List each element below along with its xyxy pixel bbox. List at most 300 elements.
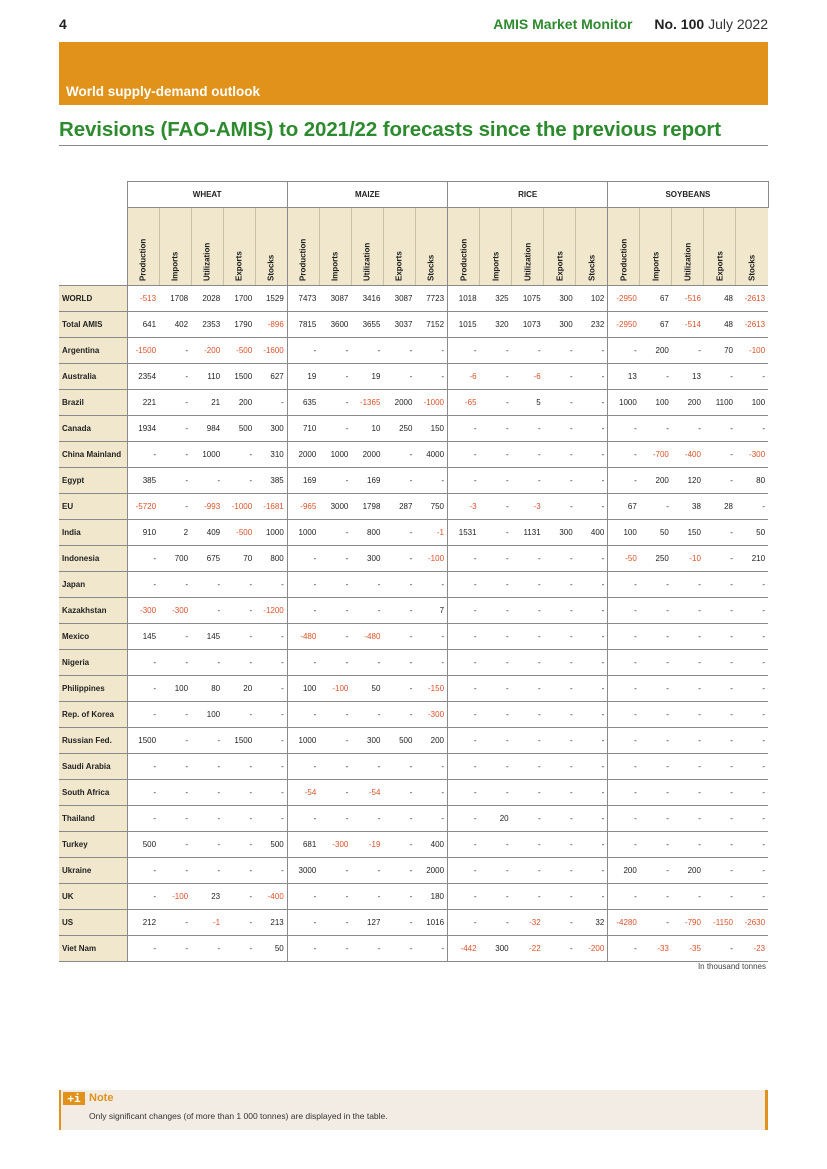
table-cell: 19 (287, 364, 319, 390)
table-cell: -993 (191, 494, 223, 520)
table-cell: - (704, 858, 736, 884)
table-cell: 232 (576, 312, 608, 338)
table-cell: -1 (415, 520, 447, 546)
table-cell: - (544, 728, 576, 754)
table-cell: -65 (448, 390, 480, 416)
row-label: Thailand (59, 806, 127, 832)
table-cell: 23 (191, 884, 223, 910)
table-cell: - (608, 572, 640, 598)
table-cell: - (351, 338, 383, 364)
table-cell: 400 (576, 520, 608, 546)
table-cell: 1700 (223, 286, 255, 312)
table-cell: - (544, 806, 576, 832)
table-cell: 1500 (223, 728, 255, 754)
table-cell: - (223, 858, 255, 884)
table-cell: - (576, 806, 608, 832)
table-cell: -2950 (608, 286, 640, 312)
table-cell: -54 (287, 780, 319, 806)
column-header-label: Production (138, 238, 148, 281)
table-cell: - (448, 650, 480, 676)
table-cell: - (672, 806, 704, 832)
table-cell: 1500 (127, 728, 159, 754)
group-header-rice: RICE (448, 182, 608, 208)
table-cell: - (544, 416, 576, 442)
table-cell: - (383, 832, 415, 858)
table-cell: - (255, 572, 287, 598)
table-cell: -33 (640, 936, 672, 962)
table-cell: 984 (191, 416, 223, 442)
row-label: Saudi Arabia (59, 754, 127, 780)
table-cell: - (736, 754, 768, 780)
table-cell: - (576, 442, 608, 468)
table-cell: 1000 (255, 520, 287, 546)
table-cell: - (223, 910, 255, 936)
table-cell: - (448, 832, 480, 858)
table-cell: - (640, 572, 672, 598)
table-cell: - (415, 572, 447, 598)
table-cell: - (640, 702, 672, 728)
table-cell: -2950 (608, 312, 640, 338)
header-corner (59, 182, 127, 208)
table-cell: 300 (480, 936, 512, 962)
table-cell: - (704, 832, 736, 858)
table-cell: - (576, 598, 608, 624)
table-cell: - (319, 858, 351, 884)
table-cell: - (191, 728, 223, 754)
table-cell: - (576, 728, 608, 754)
table-row (59, 338, 768, 364)
table-cell: - (480, 858, 512, 884)
table-cell: - (255, 806, 287, 832)
table-cell: -1150 (704, 910, 736, 936)
table-row (59, 650, 768, 676)
table-cell: - (351, 598, 383, 624)
table-cell: - (512, 702, 544, 728)
table-cell: - (640, 650, 672, 676)
table-cell: - (415, 338, 447, 364)
table-cell: - (640, 754, 672, 780)
table-cell: -4280 (608, 910, 640, 936)
column-header-label: Stocks (266, 254, 276, 281)
row-label: Viet Nam (59, 936, 127, 962)
table-cell: - (383, 650, 415, 676)
table-cell: - (544, 780, 576, 806)
table-cell: - (287, 884, 319, 910)
table-cell: - (191, 858, 223, 884)
column-header-production (448, 208, 480, 286)
table-cell: - (351, 572, 383, 598)
table-cell: - (736, 884, 768, 910)
table-cell: - (191, 468, 223, 494)
table-cell: 409 (191, 520, 223, 546)
table-row (59, 572, 768, 598)
table-cell: 300 (351, 546, 383, 572)
table-cell: - (544, 546, 576, 572)
table-row (59, 286, 768, 312)
table-cell: 100 (191, 702, 223, 728)
row-label: Egypt (59, 468, 127, 494)
table-cell: 100 (736, 390, 768, 416)
table-cell: - (127, 572, 159, 598)
table-cell: 2000 (383, 390, 415, 416)
table-cell: 1000 (287, 520, 319, 546)
issue-number: No. 100 (654, 16, 705, 32)
table-cell: -1000 (415, 390, 447, 416)
table-cell: 635 (287, 390, 319, 416)
table-cell: - (319, 572, 351, 598)
table-cell: - (480, 598, 512, 624)
table-cell: - (576, 858, 608, 884)
table-cell: - (704, 598, 736, 624)
table-cell: 100 (640, 390, 672, 416)
table-cell: - (415, 806, 447, 832)
table-cell: - (672, 702, 704, 728)
table-cell: - (255, 728, 287, 754)
table-cell: - (512, 650, 544, 676)
table-cell: - (512, 780, 544, 806)
table-cell: 800 (255, 546, 287, 572)
table-cell: - (576, 390, 608, 416)
table-cell: -1365 (351, 390, 383, 416)
column-header-label: Utilization (683, 242, 693, 281)
table-cell: - (127, 702, 159, 728)
page-title: Revisions (FAO-AMIS) to 2021/22 forecasts since the previous report (59, 118, 722, 141)
table-cell: 50 (351, 676, 383, 702)
table-cell: - (127, 546, 159, 572)
table-cell: - (736, 364, 768, 390)
variable-header-row (59, 208, 768, 286)
table-cell: - (448, 884, 480, 910)
table-cell: - (480, 364, 512, 390)
table-cell: - (383, 364, 415, 390)
table-cell: 38 (672, 494, 704, 520)
table-cell: 2028 (191, 286, 223, 312)
table-cell: - (448, 416, 480, 442)
table-cell: 1790 (223, 312, 255, 338)
table-cell: - (544, 936, 576, 962)
table-cell: 402 (159, 312, 191, 338)
table-cell: 50 (640, 520, 672, 546)
table-cell: 3087 (383, 286, 415, 312)
table-cell: 100 (608, 520, 640, 546)
table-cell: - (383, 546, 415, 572)
table-cell: -300 (127, 598, 159, 624)
column-header-label: Production (298, 238, 308, 281)
table-cell: 150 (415, 416, 447, 442)
table-cell: 67 (608, 494, 640, 520)
table-cell: 1500 (223, 364, 255, 390)
table-cell: - (223, 754, 255, 780)
table-cell: -1000 (223, 494, 255, 520)
column-header-stocks (736, 208, 768, 286)
row-label: Total AMIS (59, 312, 127, 338)
column-header-label: Imports (330, 251, 340, 281)
table-cell: 1131 (512, 520, 544, 546)
table-cell: - (191, 598, 223, 624)
table-cell: - (383, 676, 415, 702)
column-header-utilization (351, 208, 383, 286)
table-cell: -790 (672, 910, 704, 936)
column-header-label: Exports (715, 251, 725, 281)
table-cell: 1529 (255, 286, 287, 312)
table-cell: - (448, 858, 480, 884)
table-cell: -100 (736, 338, 768, 364)
table-cell: 2 (159, 520, 191, 546)
table-cell: - (223, 806, 255, 832)
table-cell: - (608, 598, 640, 624)
table-cell: - (512, 832, 544, 858)
table-cell: -500 (223, 520, 255, 546)
column-header-label: Exports (234, 251, 244, 281)
table-cell: - (576, 494, 608, 520)
table-cell: - (480, 468, 512, 494)
publication-name: AMIS Market Monitor (493, 16, 633, 32)
table-cell: - (672, 728, 704, 754)
table-cell: - (736, 728, 768, 754)
table-cell: - (319, 780, 351, 806)
table-cell: - (159, 702, 191, 728)
table-cell: 2353 (191, 312, 223, 338)
table-row (59, 780, 768, 806)
column-header-label: Production (619, 238, 629, 281)
table-cell: - (223, 442, 255, 468)
table-cell: 325 (480, 286, 512, 312)
table-cell: - (287, 572, 319, 598)
table-cell: - (608, 442, 640, 468)
group-header-wheat: WHEAT (127, 182, 287, 208)
table-cell: - (319, 338, 351, 364)
table-cell: 700 (159, 546, 191, 572)
table-cell: - (448, 598, 480, 624)
column-header-production (287, 208, 319, 286)
table-cell: - (512, 416, 544, 442)
table-cell: - (608, 884, 640, 910)
table-cell: 5 (512, 390, 544, 416)
table-cell: - (159, 832, 191, 858)
table-cell: - (608, 468, 640, 494)
table-cell: -500 (223, 338, 255, 364)
table-cell: - (544, 702, 576, 728)
table-cell: - (640, 728, 672, 754)
table-cell: - (448, 676, 480, 702)
table-cell: 100 (159, 676, 191, 702)
table-cell: -2630 (736, 910, 768, 936)
table-cell: 145 (191, 624, 223, 650)
table-cell: - (704, 624, 736, 650)
table-cell: -200 (191, 338, 223, 364)
table-cell: -35 (672, 936, 704, 962)
table-cell: 675 (191, 546, 223, 572)
row-label: Mexico (59, 624, 127, 650)
table-cell: - (704, 754, 736, 780)
table-cell: -22 (512, 936, 544, 962)
column-header-label: Utilization (523, 242, 533, 281)
table-cell: - (351, 884, 383, 910)
table-cell: - (544, 572, 576, 598)
table-cell: 385 (255, 468, 287, 494)
table-cell: - (383, 624, 415, 650)
table-cell: - (512, 546, 544, 572)
table-cell: - (736, 858, 768, 884)
table-cell: - (448, 442, 480, 468)
table-cell: 250 (383, 416, 415, 442)
table-cell: -2613 (736, 286, 768, 312)
table-cell: - (704, 780, 736, 806)
table-cell: 1100 (704, 390, 736, 416)
table-cell: 500 (223, 416, 255, 442)
table-cell: - (736, 624, 768, 650)
table-cell: 50 (255, 936, 287, 962)
table-cell: 200 (640, 468, 672, 494)
table-cell: 3416 (351, 286, 383, 312)
row-label: Russian Fed. (59, 728, 127, 754)
table-cell: - (319, 884, 351, 910)
table-cell: 3087 (319, 286, 351, 312)
table-cell: 3655 (351, 312, 383, 338)
row-label: Japan (59, 572, 127, 598)
unit-note: In thousand tonnes (697, 962, 766, 971)
page-number: 4 (59, 16, 67, 32)
table-cell: - (512, 572, 544, 598)
table-cell: - (255, 390, 287, 416)
table-cell: 221 (127, 390, 159, 416)
table-cell: 7815 (287, 312, 319, 338)
table-cell: -50 (608, 546, 640, 572)
table-cell: - (223, 572, 255, 598)
table-cell: 70 (704, 338, 736, 364)
table-cell: -516 (672, 286, 704, 312)
commodity-header-row (59, 182, 768, 208)
table-cell: - (544, 754, 576, 780)
table-cell: - (736, 598, 768, 624)
table-cell: -442 (448, 936, 480, 962)
table-row (59, 910, 768, 936)
table-cell: 210 (736, 546, 768, 572)
table-cell: 300 (544, 286, 576, 312)
table-cell: - (448, 728, 480, 754)
table-cell: - (672, 650, 704, 676)
table-cell: - (159, 936, 191, 962)
table-cell: - (480, 728, 512, 754)
table-cell: - (480, 494, 512, 520)
table-cell: 127 (351, 910, 383, 936)
table-cell: - (415, 936, 447, 962)
table-cell: - (704, 650, 736, 676)
table-cell: 641 (127, 312, 159, 338)
info-icon: +i (63, 1092, 85, 1105)
table-cell: - (383, 572, 415, 598)
table-cell: - (319, 650, 351, 676)
table-cell: - (319, 546, 351, 572)
table-cell: - (255, 780, 287, 806)
table-cell: - (704, 702, 736, 728)
table-cell: - (736, 494, 768, 520)
row-label: Nigeria (59, 650, 127, 676)
table-cell: 627 (255, 364, 287, 390)
table-cell: - (480, 832, 512, 858)
table-cell: - (127, 650, 159, 676)
table-cell: - (159, 572, 191, 598)
table-cell: 2354 (127, 364, 159, 390)
table-row (59, 754, 768, 780)
column-header-stocks (576, 208, 608, 286)
row-label: Indonesia (59, 546, 127, 572)
table-cell: - (640, 364, 672, 390)
title-divider (59, 145, 768, 146)
table-cell: 1015 (448, 312, 480, 338)
table-cell: - (383, 598, 415, 624)
table-cell: - (640, 806, 672, 832)
table-cell: 2000 (415, 858, 447, 884)
table-row (59, 416, 768, 442)
table-cell: 7473 (287, 286, 319, 312)
row-label: Philippines (59, 676, 127, 702)
table-cell: 1073 (512, 312, 544, 338)
table-cell: - (544, 624, 576, 650)
column-header-imports (159, 208, 191, 286)
column-header-label: Exports (555, 251, 565, 281)
table-cell: -200 (576, 936, 608, 962)
table-cell: 1798 (351, 494, 383, 520)
group-header-maize: MAIZE (287, 182, 447, 208)
table-cell: 48 (704, 286, 736, 312)
table-cell: - (704, 468, 736, 494)
table-cell: 145 (127, 624, 159, 650)
table-cell: 200 (672, 390, 704, 416)
section-title: World supply-demand outlook (66, 84, 260, 99)
table-cell: - (672, 572, 704, 598)
table-cell: - (448, 806, 480, 832)
table-cell: - (576, 364, 608, 390)
table-cell: - (608, 416, 640, 442)
table-cell: - (608, 728, 640, 754)
column-header-label: Stocks (426, 254, 436, 281)
table-cell: - (159, 806, 191, 832)
table-cell: 150 (672, 520, 704, 546)
column-header-exports (383, 208, 415, 286)
table-cell: - (383, 858, 415, 884)
table-cell: -1681 (255, 494, 287, 520)
table-cell: 1000 (319, 442, 351, 468)
table-cell: 300 (255, 416, 287, 442)
table-cell: 213 (255, 910, 287, 936)
table-cell: - (576, 702, 608, 728)
table-cell: 1708 (159, 286, 191, 312)
table-cell: - (672, 884, 704, 910)
publication-info (493, 16, 768, 32)
table-cell: -19 (351, 832, 383, 858)
table-cell: 48 (704, 312, 736, 338)
table-cell: - (223, 780, 255, 806)
table-cell: -300 (159, 598, 191, 624)
table-cell: -300 (415, 702, 447, 728)
row-label: India (59, 520, 127, 546)
table-cell: - (576, 546, 608, 572)
table-cell: - (672, 754, 704, 780)
table-cell: - (351, 702, 383, 728)
table-cell: - (319, 416, 351, 442)
table-cell: - (159, 650, 191, 676)
column-header-exports (544, 208, 576, 286)
table-cell: 1000 (287, 728, 319, 754)
table-cell: 13 (608, 364, 640, 390)
table-cell: -513 (127, 286, 159, 312)
table-cell: - (480, 520, 512, 546)
table-cell: - (319, 364, 351, 390)
table-cell: 212 (127, 910, 159, 936)
table-cell: - (704, 728, 736, 754)
table-cell: - (255, 676, 287, 702)
